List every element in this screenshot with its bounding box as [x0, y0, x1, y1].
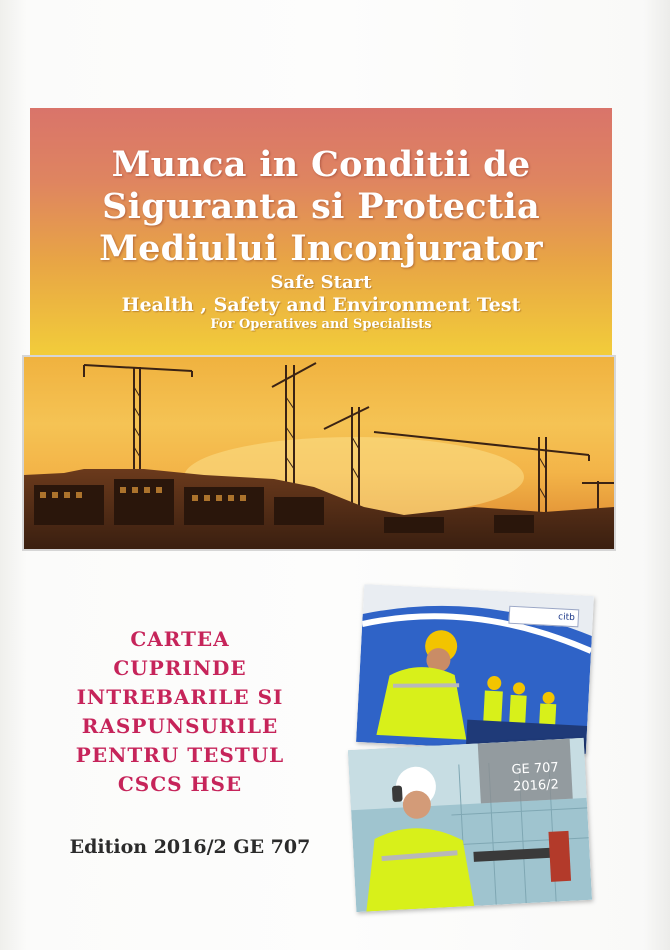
workers-hard-hats-image: [356, 584, 594, 754]
worker-ear-protection-image: [348, 738, 592, 912]
ge-code-label: [499, 759, 573, 797]
description-line: CUPRINDE: [113, 656, 247, 680]
subtitle-audience: For Operatives and Specialists: [210, 317, 432, 332]
ge-code: GE 707: [511, 760, 560, 778]
subtitle-test-name: Health , Safety and Environment Test: [121, 294, 521, 316]
construction-cranes-sunset-image: [22, 355, 616, 551]
cranes-illustration: [24, 357, 614, 549]
edition-label: Edition 2016/2 GE 707: [69, 836, 311, 858]
cover-title: Munca in Conditii de Siguranta si Protectia Mediului Inconjurator: [99, 144, 543, 269]
title-banner: [30, 108, 612, 356]
subtitle-safe-start: Safe Start: [270, 272, 372, 293]
citb-logo: citb: [508, 606, 579, 628]
description-line: CARTEA: [130, 627, 230, 651]
description-block: [30, 625, 330, 799]
description-line: CSCS HSE: [117, 772, 243, 796]
description-line: PENTRU TESTUL: [75, 743, 285, 767]
ge-edition: 2016/2: [512, 777, 560, 795]
description-line: INTREBARILE SI: [76, 685, 284, 709]
description-line: RASPUNSURILE: [81, 714, 279, 738]
